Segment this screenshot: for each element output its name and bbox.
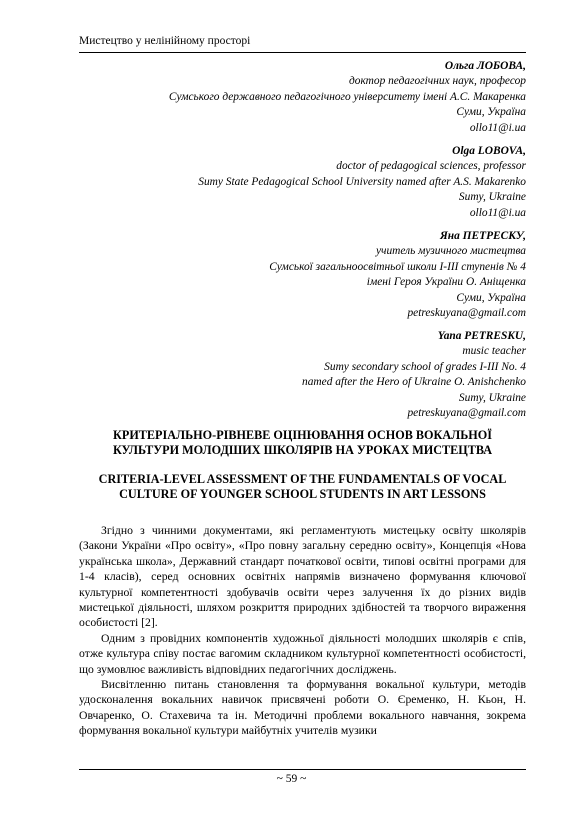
header-rule — [79, 52, 526, 53]
author-institution: Sumy secondary school of grades I-III No. 4 — [324, 360, 526, 373]
author-email: petreskuyana@gmail.com — [407, 407, 526, 420]
author-block-lobova-ua — [169, 59, 526, 136]
author-name: Ольга ЛОБОВА, — [444, 60, 526, 72]
article-title-en: CRITERIA-LEVEL ASSESSMENT OF THE FUNDAMENTALS OF VOCAL CULTURE OF YOUNGER SCHOOL STUDENTS IN ART LESSONS — [98, 472, 507, 501]
author-block-lobova-en — [198, 144, 526, 221]
author-name: Yana PETRESKU, — [437, 330, 526, 342]
author-institution: Сумського державного педагогічного університету імені А.С. Макаренка — [168, 90, 526, 103]
author-name: Olga LOBOVA, — [452, 145, 526, 157]
author-institution: Сумської загальноосвітньої школи І-ІІІ ступенів № 4 — [269, 260, 526, 273]
body-paragraph: Висвітленню питань становлення та формування вокальної культури, методів удосконалення вокальних навичок присвячені роботи О. Єременко, Н. Кьон, Н. Овчаренко, О. Стахевича та ін. Методичні проблеми вокального навчання, зокрема формування вокальної культури майбутніх учителів музики — [79, 678, 526, 738]
author-position: music teacher — [462, 345, 526, 358]
article-body — [79, 523, 526, 739]
body-paragraph: Згідно з чинними документами, які регламентують мистецьку освіту школярів (Закони України «Про освіту», «Про повну загальну середню освіту», Концепція «Нова українська школа», Державний стандарт початкової освіти, типові освітні програми для 1-4 класів), серед основних освітніх напрямів визначено формування ключової культурної компетентності здобувачів освіти через залучення їх до різних видів мистецької діяльності, шляхом розкриття природних здібностей та творчого вираження особистості [2]. — [79, 524, 526, 630]
running-title: Мистецтво у нелінійному просторі — [79, 35, 251, 47]
author-email: ollo11@i.ua — [469, 121, 526, 134]
author-position: учитель музичного мистецтва — [375, 245, 526, 258]
author-position: доктор педагогічних наук, професор — [349, 75, 526, 88]
author-institution: Sumy State Pedagogical School University named after A.S. Makarenko — [198, 175, 526, 188]
author-institution-name: named after the Hero of Ukraine O. Anishchenko — [302, 376, 526, 389]
author-name: Яна ПЕТРЕСКУ, — [439, 230, 526, 242]
author-position: doctor of pedagogical sciences, professor — [336, 160, 526, 173]
author-city: Суми, Україна — [456, 106, 526, 119]
page-number: ~ 59 ~ — [276, 773, 307, 785]
author-email: petreskuyana@gmail.com — [407, 307, 526, 320]
author-email: ollo11@i.ua — [469, 206, 526, 219]
footer-rule — [79, 769, 526, 770]
author-city: Sumy, Ukraine — [458, 191, 526, 204]
author-city: Sumy, Ukraine — [458, 391, 526, 404]
author-city: Суми, Україна — [456, 291, 526, 304]
body-paragraph: Одним з провідних компонентів художньої діяльності молодших школярів є спів, отже культура співу постає вагомим складником культурної компетентності особистості, що зумовлює важливість відповідних педагогічних досліджень. — [79, 631, 526, 676]
article-title-ua: КРИТЕРІАЛЬНО-РІВНЕВЕ ОЦІНЮВАННЯ ОСНОВ ВОКАЛЬНОЇ КУЛЬТУРИ МОЛОДШИХ ШКОЛЯРІВ НА УРОКАХ МИСТЕЦТВА — [112, 428, 493, 457]
author-block-petresku-ua — [269, 229, 526, 321]
author-block-petresku-en — [302, 329, 526, 421]
author-institution-name: імені Героя України О. Аніщенка — [366, 276, 526, 289]
